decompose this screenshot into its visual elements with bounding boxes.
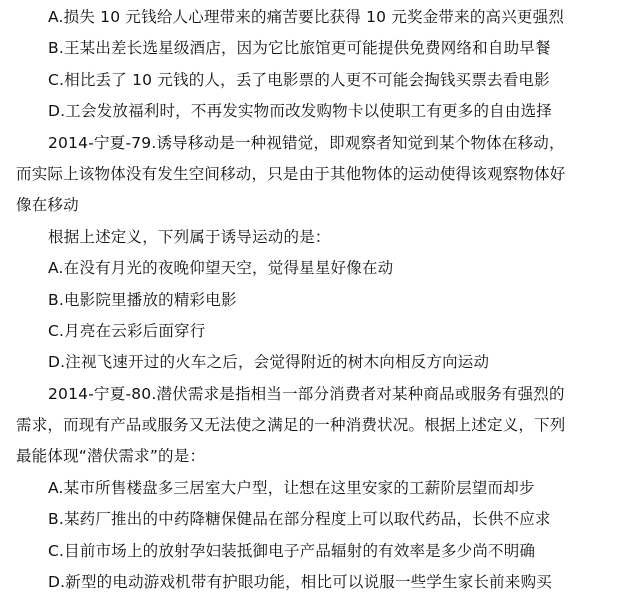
q78-option-c: C.相比丢了 10 元钱的人，丢了电影票的人更不可能会掏钱买票去看电影 <box>48 70 550 89</box>
q80-option-b: B.某药厂推出的中药降糖保健品在部分程度上可以取代药品，长供不应求 <box>48 510 551 529</box>
q79-option-a: A.在没有月光的夜晚仰望天空，觉得星星好像在动 <box>48 259 394 278</box>
q80-option-a: A.某市所售楼盘多三居室大户型，让想在这里安家的工薪阶层望而却步 <box>48 478 535 497</box>
q79-option-b: B.电影院里播放的精彩电影 <box>48 290 237 309</box>
document-body <box>16 2 616 598</box>
q79-stem-line-1: 2014-宁夏-79.诱导移动是一种视错觉，即观察者知觉到某个物体在移动， <box>48 133 565 152</box>
q79-option-d: D.注视飞速开过的火车之后，会觉得附近的树木向相反方向运动 <box>48 353 490 372</box>
q79-stem-line-3: 像在移动 <box>16 196 79 215</box>
q78-option-b: B.王某出差长选星级酒店，因为它比旅馆更可能提供免费网络和自助早餐 <box>48 39 551 58</box>
q79-option-c: C.月亮在云彩后面穿行 <box>48 321 206 340</box>
q80-stem-line-3: 最能体现“潜伏需求”的是： <box>16 447 206 466</box>
q80-option-d: D.新型的电动游戏机带有护眼功能，相比可以说服一些学生家长前来购买 <box>48 573 552 592</box>
q80-option-c: C.目前市场上的放射孕妇装抵御电子产品辐射的有效率是多少尚不明确 <box>48 541 536 560</box>
q78-option-d: D.工会发放福利时，不再发实物而改发购物卡以使职工有更多的自由选择 <box>48 102 552 121</box>
q79-question: 根据上述定义，下列属于诱导运动的是： <box>48 227 331 246</box>
q79-stem-line-2: 而实际上该物体没有发生空间移动，只是由于其他物体的运动使得该观察物体好 <box>16 164 566 183</box>
q78-option-a: A.损失 10 元钱给人心理带来的痛苦要比获得 10 元奖金带来的高兴更强烈 <box>48 8 565 26</box>
q80-stem-line-2: 需求，而现有产品或服务又无法使之满足的一种消费状况。根据上述定义，下列 <box>16 416 566 435</box>
q80-stem-line-1: 2014-宁夏-80.潜伏需求是指相当一部分消费者对某种商品或服务有强烈的 <box>48 384 565 403</box>
